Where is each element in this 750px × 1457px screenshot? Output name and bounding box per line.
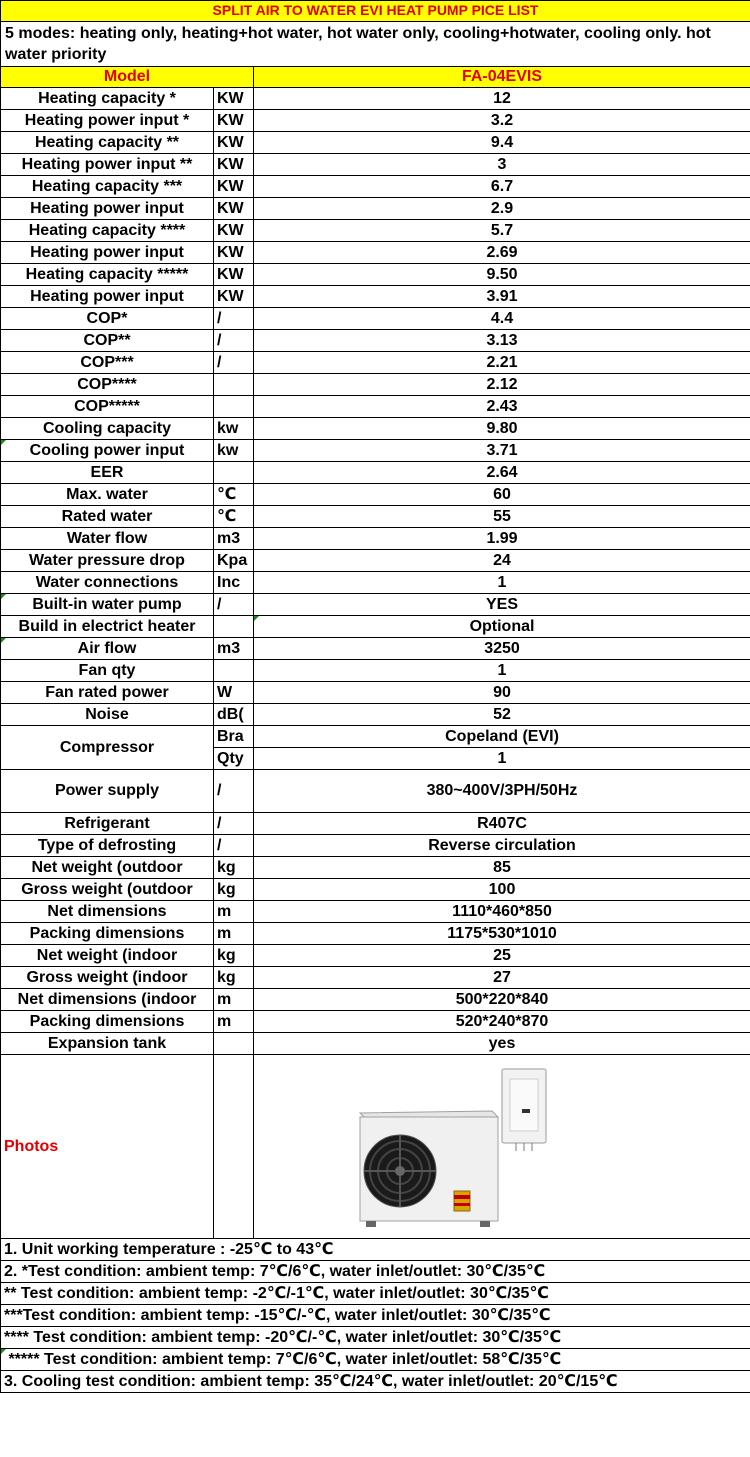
spec-unit: ℃: [214, 484, 254, 506]
photos-cell: [254, 1055, 750, 1239]
spec-value: 1175*530*1010: [254, 923, 750, 945]
spec-label: COP**: [1, 330, 214, 352]
spec-value: 3250: [254, 638, 750, 660]
spec-value: 4.4: [254, 308, 750, 330]
spec-unit: m3: [214, 638, 254, 660]
spec-value: 2.64: [254, 462, 750, 484]
spec-unit: /: [214, 835, 254, 857]
indoor-unit-image: [502, 1069, 546, 1151]
model-header-label: Model: [1, 67, 254, 88]
spec-value: 12: [254, 88, 750, 110]
spec-value: 100: [254, 879, 750, 901]
spec-unit: m3: [214, 528, 254, 550]
spec-unit: kg: [214, 879, 254, 901]
spec-label: Heating capacity *: [1, 88, 214, 110]
power-supply-label: Power supply: [1, 770, 214, 813]
compressor-label: Compressor: [1, 726, 214, 770]
spec-label: Net dimensions (indoor: [1, 989, 214, 1011]
spec-unit: KW: [214, 242, 254, 264]
spec-label: Type of defrosting: [1, 835, 214, 857]
spec-value: 1: [254, 572, 750, 594]
sheet-title: SPLIT AIR TO WATER EVI HEAT PUMP PICE LIST: [1, 1, 750, 22]
spec-label: Refrigerant: [1, 813, 214, 835]
spec-row: [1, 154, 750, 176]
spec-row: [1, 374, 750, 396]
power-supply-value: 380~400V/3PH/50Hz: [254, 770, 750, 813]
spec-value: 1.99: [254, 528, 750, 550]
spec-value: 2.12: [254, 374, 750, 396]
note-row: [1, 1349, 750, 1371]
spec-row: [1, 484, 750, 506]
spec-value: Optional: [254, 616, 750, 638]
spec-value: Reverse circulation: [254, 835, 750, 857]
spec-unit: kg: [214, 945, 254, 967]
spec-value: 9.50: [254, 264, 750, 286]
spec-unit: dB(: [214, 704, 254, 726]
spec-value: 9.4: [254, 132, 750, 154]
spec-label: Net weight (indoor: [1, 945, 214, 967]
spec-unit: [214, 462, 254, 484]
spec-value: 85: [254, 857, 750, 879]
test-condition-note: 3. Cooling test condition: ambient temp: 35℃/24℃, water inlet/outlet: 20℃/15℃: [1, 1371, 750, 1393]
spec-row: [1, 88, 750, 110]
modes-description: 5 modes: heating only, heating+hot water, hot water only, cooling+hotwater, cooling only. hot water priority: [1, 22, 750, 67]
spec-row: [1, 176, 750, 198]
spec-row: [1, 857, 750, 879]
compressor-qty-unit: Qty: [214, 748, 254, 770]
spec-value: 52: [254, 704, 750, 726]
heat-pump-photo: [254, 1055, 750, 1238]
spec-row: [1, 594, 750, 616]
spec-row: [1, 528, 750, 550]
spec-row: [1, 110, 750, 132]
spec-label: Max. water: [1, 484, 214, 506]
photos-unit-cell: [214, 1055, 254, 1239]
test-condition-note: 1. Unit working temperature : -25℃ to 43℃: [1, 1239, 750, 1261]
spec-unit: kg: [214, 967, 254, 989]
spec-row: [1, 616, 750, 638]
spec-label: EER: [1, 462, 214, 484]
note-row: [1, 1305, 750, 1327]
spec-row: [1, 638, 750, 660]
spec-label: COP****: [1, 374, 214, 396]
spec-value: 2.9: [254, 198, 750, 220]
spec-label: Fan rated power: [1, 682, 214, 704]
spec-label: Gross weight (outdoor: [1, 879, 214, 901]
spec-row: [1, 550, 750, 572]
spec-unit: KW: [214, 110, 254, 132]
spec-value: 27: [254, 967, 750, 989]
spec-row: [1, 1011, 750, 1033]
spec-unit: KW: [214, 88, 254, 110]
spec-label: Water pressure drop: [1, 550, 214, 572]
spec-unit: [214, 616, 254, 638]
spec-unit: m: [214, 989, 254, 1011]
spec-unit: m: [214, 901, 254, 923]
photos-row: [1, 1055, 750, 1239]
spec-row: [1, 506, 750, 528]
spec-row: [1, 264, 750, 286]
spec-row: [1, 396, 750, 418]
spec-label: Heating power input: [1, 286, 214, 308]
spec-label: Rated water: [1, 506, 214, 528]
spec-label: Packing dimensions: [1, 1011, 214, 1033]
spec-value: 24: [254, 550, 750, 572]
spec-label: Heating capacity ****: [1, 220, 214, 242]
spec-row: [1, 835, 750, 857]
spec-value: 55: [254, 506, 750, 528]
spec-unit: [214, 374, 254, 396]
spec-row: [1, 286, 750, 308]
spec-unit: [214, 396, 254, 418]
spec-label: Fan qty: [1, 660, 214, 682]
note-row: [1, 1261, 750, 1283]
spec-row: [1, 901, 750, 923]
spec-unit: /: [214, 813, 254, 835]
spec-row: [1, 308, 750, 330]
spec-row: [1, 967, 750, 989]
spec-unit: /: [214, 330, 254, 352]
spec-row: [1, 945, 750, 967]
compressor-brand-unit: Bra: [214, 726, 254, 748]
compressor-brand-value: Copeland (EVI): [254, 726, 750, 748]
note-row: [1, 1283, 750, 1305]
spec-label: Cooling capacity: [1, 418, 214, 440]
spec-label: COP***: [1, 352, 214, 374]
spec-row: [1, 418, 750, 440]
spec-value: 2.43: [254, 396, 750, 418]
spec-value: 520*240*870: [254, 1011, 750, 1033]
outdoor-unit-image: [360, 1111, 498, 1227]
spec-label: Heating power input *: [1, 110, 214, 132]
spec-unit: KW: [214, 286, 254, 308]
spec-row: [1, 813, 750, 835]
note-row: [1, 1327, 750, 1349]
note-row: [1, 1239, 750, 1261]
spec-row: [1, 660, 750, 682]
spec-row: [1, 440, 750, 462]
spec-row: [1, 989, 750, 1011]
spec-label: Built-in water pump: [1, 594, 214, 616]
compressor-row-brand: [1, 726, 750, 748]
spec-row: [1, 330, 750, 352]
spec-value: 2.21: [254, 352, 750, 374]
spec-label: Noise: [1, 704, 214, 726]
spec-label: Water flow: [1, 528, 214, 550]
spec-label: Heating power input: [1, 242, 214, 264]
spec-unit: KW: [214, 264, 254, 286]
spec-label: Packing dimensions: [1, 923, 214, 945]
spec-label: Heating capacity ***: [1, 176, 214, 198]
spec-value: R407C: [254, 813, 750, 835]
spec-label: Heating power input **: [1, 154, 214, 176]
spec-row: [1, 242, 750, 264]
spec-unit: /: [214, 352, 254, 374]
compressor-qty-value: 1: [254, 748, 750, 770]
spec-unit: kw: [214, 440, 254, 462]
spec-unit: KW: [214, 132, 254, 154]
spec-row: [1, 704, 750, 726]
spec-value: 1110*460*850: [254, 901, 750, 923]
spec-label: Net dimensions: [1, 901, 214, 923]
spec-value: 500*220*840: [254, 989, 750, 1011]
spec-row: [1, 879, 750, 901]
spec-unit: KW: [214, 154, 254, 176]
spec-value: 1: [254, 660, 750, 682]
spec-value: 3.13: [254, 330, 750, 352]
spec-label: Cooling power input: [1, 440, 214, 462]
spec-row: [1, 352, 750, 374]
spec-label: COP*****: [1, 396, 214, 418]
spec-value: YES: [254, 594, 750, 616]
power-supply-unit: /: [214, 770, 254, 813]
spec-unit: [214, 1033, 254, 1055]
note-row: [1, 1371, 750, 1393]
spec-unit: W: [214, 682, 254, 704]
spec-value: 90: [254, 682, 750, 704]
spec-value: 3.91: [254, 286, 750, 308]
spec-value: 2.69: [254, 242, 750, 264]
spec-value: 3.71: [254, 440, 750, 462]
spec-label: Gross weight (indoor: [1, 967, 214, 989]
spec-value: 25: [254, 945, 750, 967]
spec-unit: [214, 660, 254, 682]
spec-row: [1, 1033, 750, 1055]
spec-unit: m: [214, 923, 254, 945]
power-supply-row: [1, 770, 750, 813]
spec-label: COP*: [1, 308, 214, 330]
spec-unit: Inc: [214, 572, 254, 594]
spec-value: yes: [254, 1033, 750, 1055]
spec-value: 5.7: [254, 220, 750, 242]
spec-row: [1, 132, 750, 154]
test-condition-note: ***Test condition: ambient temp: -15℃/-℃, water inlet/outlet: 30℃/35℃: [1, 1305, 750, 1327]
spec-row: [1, 923, 750, 945]
spec-label: Heating capacity *****: [1, 264, 214, 286]
test-condition-note: ***** Test condition: ambient temp: 7℃/6℃, water inlet/outlet: 58℃/35℃: [1, 1349, 750, 1371]
spec-value: 60: [254, 484, 750, 506]
spec-unit: KW: [214, 176, 254, 198]
spec-value: 6.7: [254, 176, 750, 198]
spec-unit: KW: [214, 198, 254, 220]
spec-label: Water connections: [1, 572, 214, 594]
spec-unit: Kpa: [214, 550, 254, 572]
spec-unit: kg: [214, 857, 254, 879]
spec-row: [1, 572, 750, 594]
spec-value: 3: [254, 154, 750, 176]
spec-unit: ℃: [214, 506, 254, 528]
test-condition-note: ** Test condition: ambient temp: -2℃/-1℃, water inlet/outlet: 30℃/35℃: [1, 1283, 750, 1305]
spec-label: Net weight (outdoor: [1, 857, 214, 879]
spec-unit: /: [214, 308, 254, 330]
spec-unit: m: [214, 1011, 254, 1033]
photos-label: Photos: [1, 1055, 214, 1239]
test-condition-note: **** Test condition: ambient temp: -20℃/-℃, water inlet/outlet: 30℃/35℃: [1, 1327, 750, 1349]
spec-row: [1, 462, 750, 484]
spec-row: [1, 198, 750, 220]
spec-label: Heating capacity **: [1, 132, 214, 154]
model-header-value: FA-04EVIS: [254, 67, 750, 88]
spec-row: [1, 682, 750, 704]
spec-unit: /: [214, 594, 254, 616]
spec-unit: kw: [214, 418, 254, 440]
spec-label: Air flow: [1, 638, 214, 660]
test-condition-note: 2. *Test condition: ambient temp: 7℃/6℃, water inlet/outlet: 30℃/35℃: [1, 1261, 750, 1283]
spec-label: Heating power input: [1, 198, 214, 220]
spec-label: Expansion tank: [1, 1033, 214, 1055]
spec-row: [1, 220, 750, 242]
spec-value: 9.80: [254, 418, 750, 440]
spec-unit: KW: [214, 220, 254, 242]
spec-value: 3.2: [254, 110, 750, 132]
spec-label: Build in electrict heater: [1, 616, 214, 638]
